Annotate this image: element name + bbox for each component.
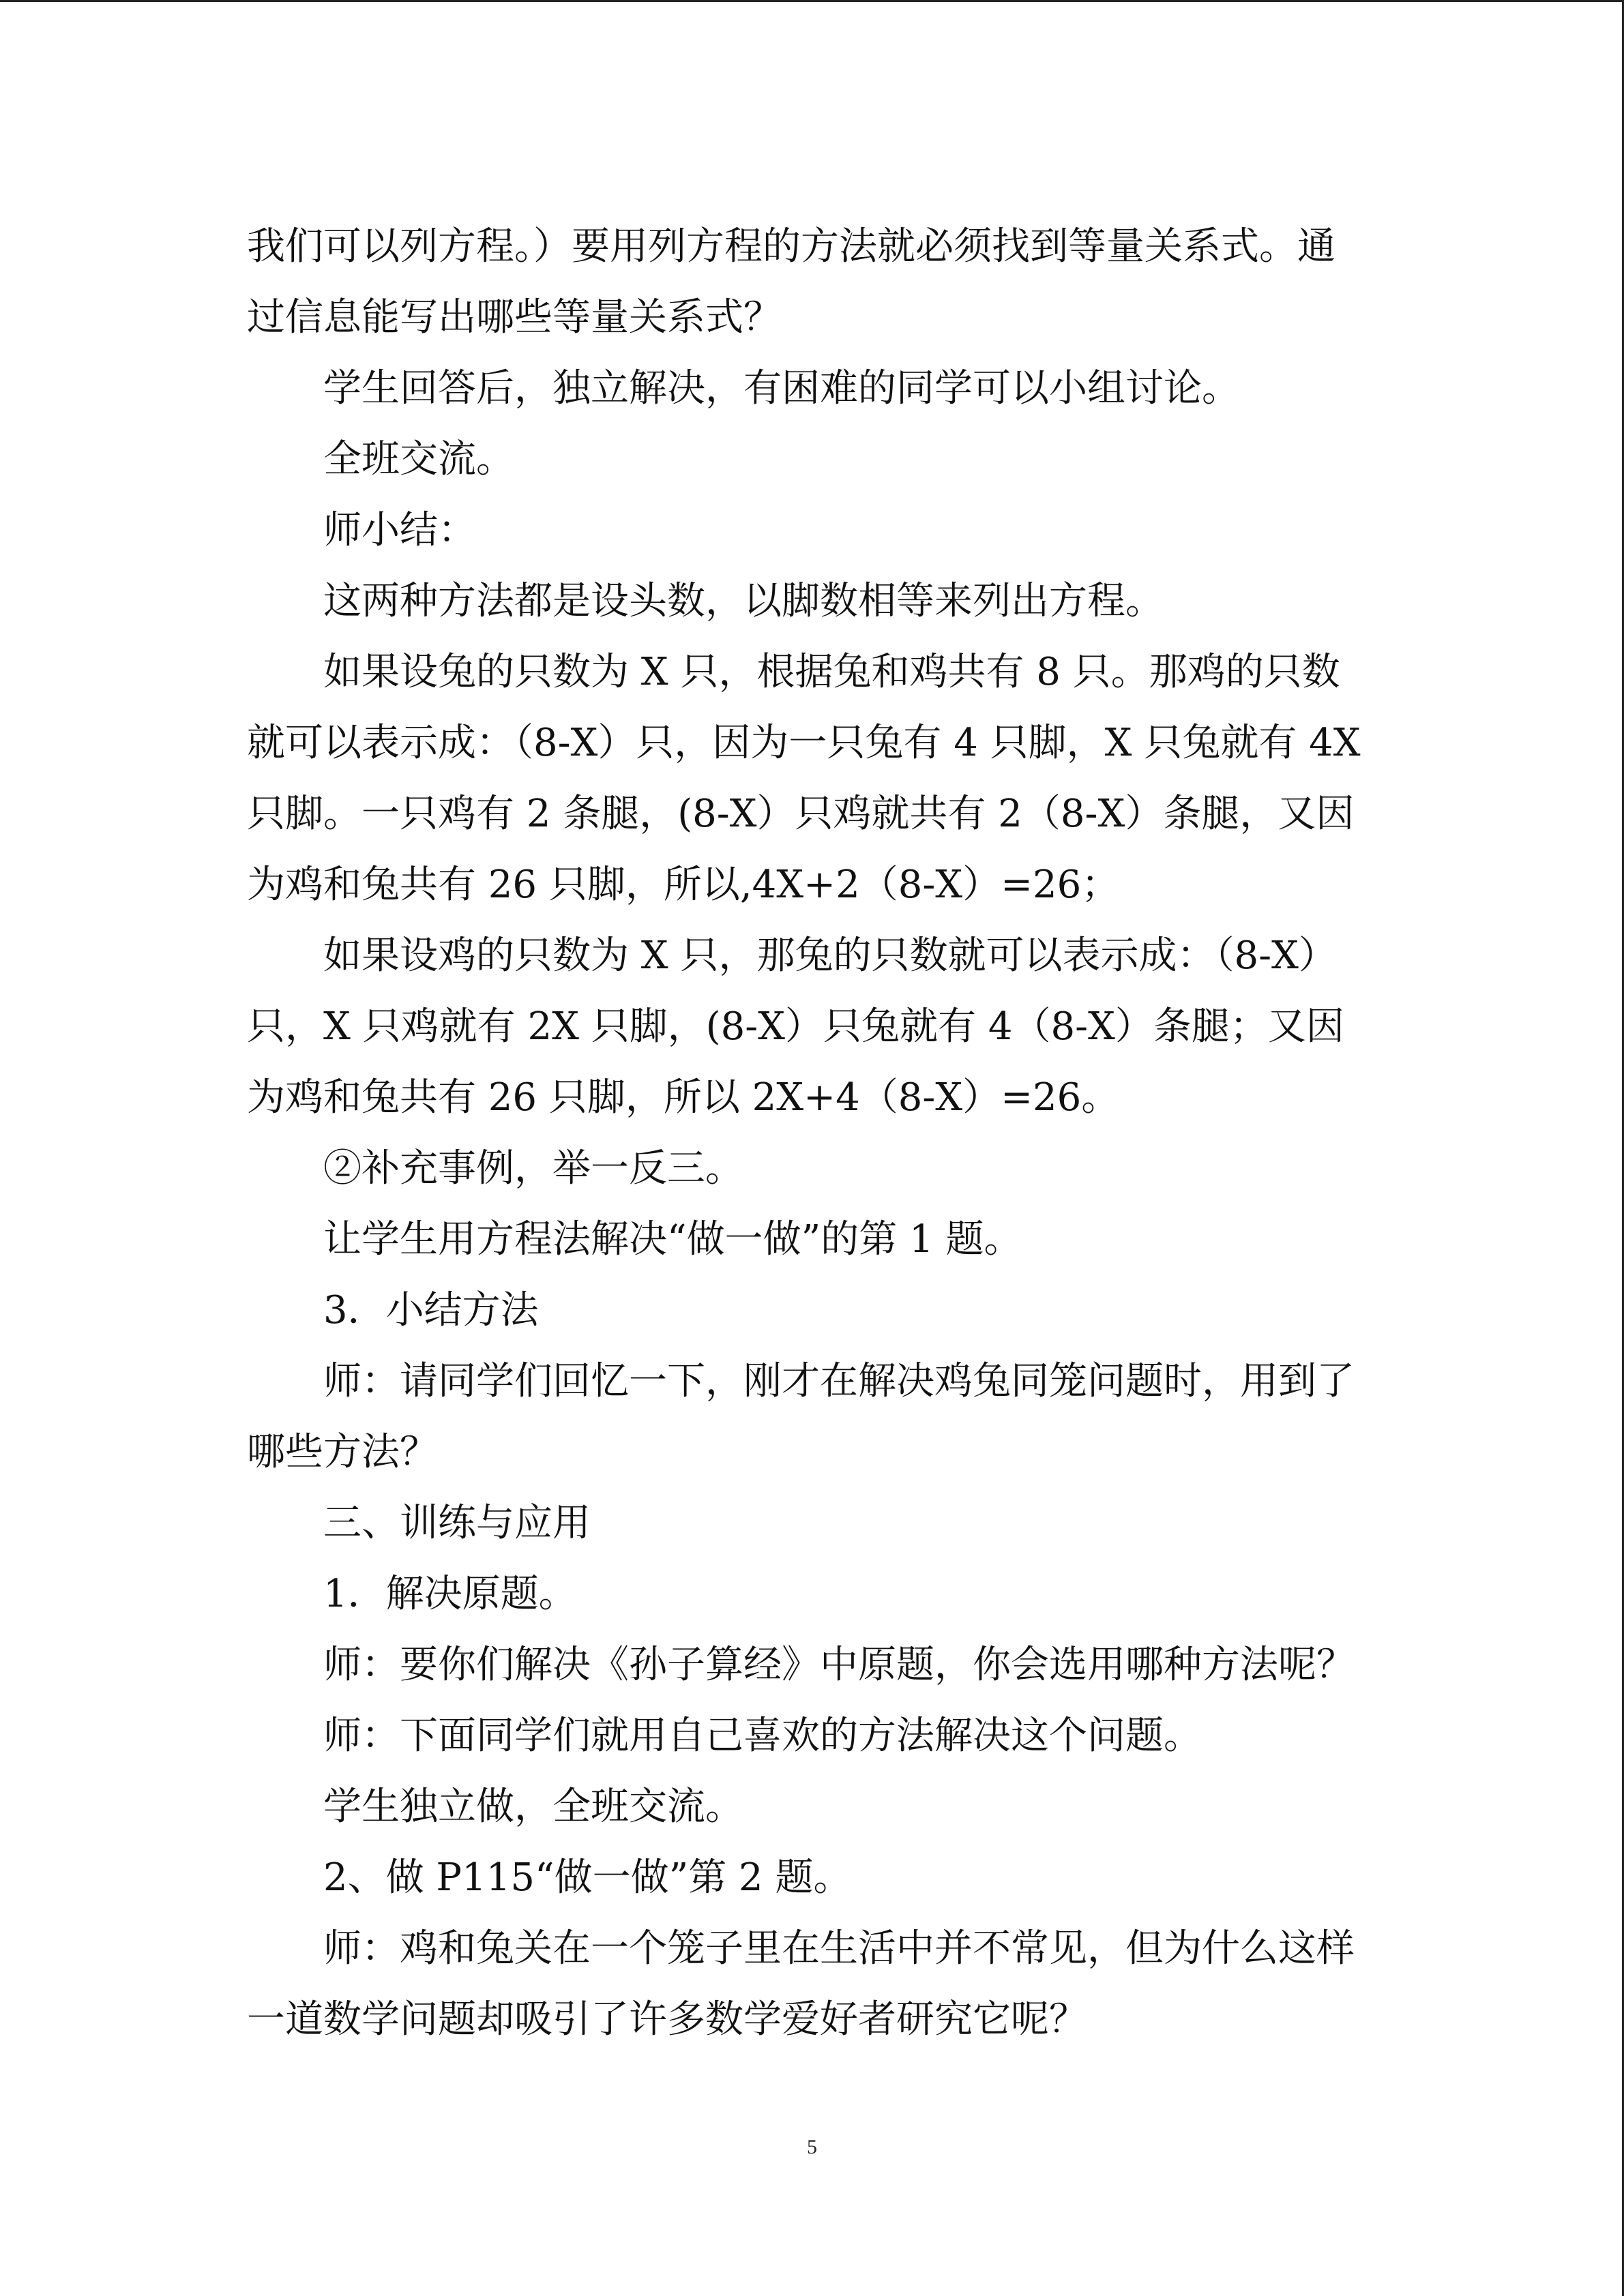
paragraph: 师：鸡和兔关在一个笼子里在生活中并不常见，但为什么这样一道数学问题却吸引了许多数学爱好者研究它呢？ xyxy=(247,1926,1355,2042)
paragraph: 师：要你们解决《孙子算经》中原题，你会选用哪种方法呢？ xyxy=(323,1643,1355,1687)
paragraph: 学生独立做，全班交流。 xyxy=(323,1785,743,1829)
document-body xyxy=(247,211,1372,2055)
paragraph: 这两种方法都是设头数，以脚数相等来列出方程。 xyxy=(323,579,1164,623)
page-number: 5 xyxy=(807,2136,817,2158)
page-border-top xyxy=(0,0,1624,2)
paragraph: 学生回答后，独立解决，有困难的同学可以小组讨论。 xyxy=(323,366,1240,411)
paragraph: ②补充事例，举一反三。 xyxy=(323,1146,743,1191)
paragraph: 师：下面同学们就用自己喜欢的方法解决这个问题。 xyxy=(323,1714,1202,1758)
paragraph: 让学生用方程法解决“做一做”的第 1 题。 xyxy=(323,1217,1022,1262)
section-heading: 三、训练与应用 xyxy=(323,1501,591,1545)
section-heading: 2、做 P115“做一做”第 2 题。 xyxy=(323,1855,852,1900)
paragraph: 如果设兔的只数为 X 只，根据兔和鸡共有 8 只。那鸡的只数就可以表示成：（8-X）只，因为一只兔有 4 只脚，X 只兔就有 4X 只脚。一只鸡有 2 条腿，(8-X）只鸡就共有 2（8-X）条腿，又因为鸡和兔共有 26 只脚，所以,4X+2（8-X）=26； xyxy=(247,650,1373,907)
paragraph: 我们可以列方程。）要用列方程的方法就必须找到等量关系式。通过信息能写出哪些等量关系式？ xyxy=(247,224,1335,340)
paragraph: 师小结： xyxy=(323,508,476,552)
paragraph: 如果设鸡的只数为 X 只，那兔的只数就可以表示成：（8-X）只，X 只鸡就有 2X 只脚，(8-X）只兔就有 4（8-X）条腿；又因为鸡和兔共有 26 只脚，所以 2X+4（8-X）=26。 xyxy=(247,934,1344,1120)
section-heading: 1．解决原题。 xyxy=(323,1572,577,1616)
paragraph: 全班交流。 xyxy=(323,437,514,481)
paragraph: 师：请同学们回忆一下，刚才在解决鸡兔同笼问题时，用到了哪些方法？ xyxy=(247,1359,1355,1474)
section-heading: 3．小结方法 xyxy=(323,1288,539,1332)
